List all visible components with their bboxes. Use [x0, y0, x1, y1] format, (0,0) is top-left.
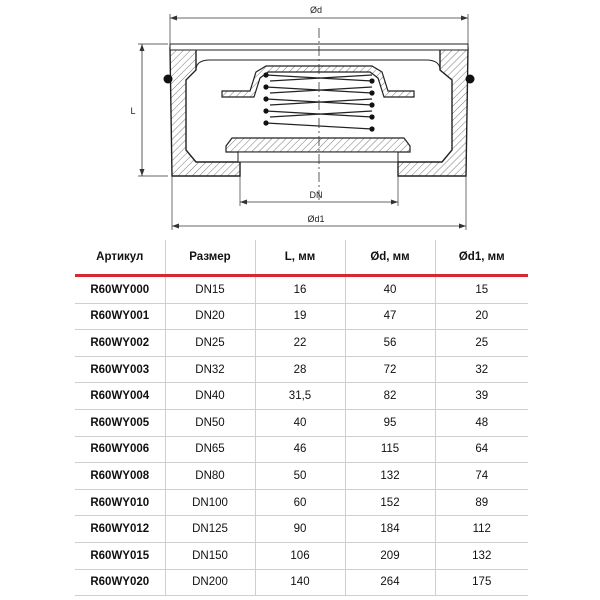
body-section-left: [170, 48, 240, 176]
cell-d: 56: [345, 330, 435, 357]
cell-article: R60WY005: [75, 409, 165, 436]
table-row: [75, 463, 528, 490]
cell-L: 106: [255, 542, 345, 569]
cell-d1: 74: [435, 463, 528, 490]
label-DN: DN: [309, 190, 323, 200]
cell-d: 184: [345, 516, 435, 543]
cell-L: 60: [255, 489, 345, 516]
table-row: [75, 383, 528, 410]
table-row: [75, 303, 528, 330]
cell-size: DN125: [165, 516, 255, 543]
cell-article: R60WY012: [75, 516, 165, 543]
cell-L: 16: [255, 276, 345, 304]
cell-L: 46: [255, 436, 345, 463]
cell-d1: 15: [435, 276, 528, 304]
cell-size: DN200: [165, 569, 255, 596]
cell-article: R60WY002: [75, 330, 165, 357]
valve-disc: [226, 138, 410, 152]
cell-article: R60WY008: [75, 463, 165, 490]
cell-d: 115: [345, 436, 435, 463]
cell-d1: 39: [435, 383, 528, 410]
seat: [238, 152, 398, 162]
table-row: [75, 542, 528, 569]
cell-size: DN50: [165, 409, 255, 436]
cell-L: 140: [255, 569, 345, 596]
table-row: [75, 276, 528, 304]
dimension-d: [170, 5, 468, 44]
cell-article: R60WY010: [75, 489, 165, 516]
cell-d: 132: [345, 463, 435, 490]
cell-size: DN15: [165, 276, 255, 304]
cell-d1: 25: [435, 330, 528, 357]
table-header-row: [75, 240, 528, 276]
table-body: [75, 276, 528, 596]
cell-size: DN150: [165, 542, 255, 569]
cell-size: DN100: [165, 489, 255, 516]
cell-d: 209: [345, 542, 435, 569]
table-row: [75, 489, 528, 516]
cell-d: 264: [345, 569, 435, 596]
label-d: Ød: [309, 5, 323, 15]
cell-d1: 132: [435, 542, 528, 569]
cell-d1: 112: [435, 516, 528, 543]
valve-section-drawing: [0, 0, 600, 234]
table-row: [75, 516, 528, 543]
cell-L: 28: [255, 356, 345, 383]
cell-d: 152: [345, 489, 435, 516]
cell-d1: 89: [435, 489, 528, 516]
cell-d1: 48: [435, 409, 528, 436]
cell-d: 72: [345, 356, 435, 383]
cell-L: 22: [255, 330, 345, 357]
cell-d: 82: [345, 383, 435, 410]
cell-size: DN25: [165, 330, 255, 357]
table-row: [75, 569, 528, 596]
cell-size: DN32: [165, 356, 255, 383]
header-article: Артикул: [75, 240, 165, 276]
spec-table: [75, 240, 528, 596]
label-d1: Ød1: [307, 214, 325, 224]
cell-article: R60WY015: [75, 542, 165, 569]
label-L: L: [130, 106, 136, 116]
cell-L: 90: [255, 516, 345, 543]
cell-d: 95: [345, 409, 435, 436]
cell-d: 40: [345, 276, 435, 304]
spring-guide: [222, 66, 414, 97]
table-row: [75, 356, 528, 383]
cell-size: DN80: [165, 463, 255, 490]
cell-article: R60WY003: [75, 356, 165, 383]
header-size: Размер: [165, 240, 255, 276]
cell-size: DN65: [165, 436, 255, 463]
table-row: [75, 409, 528, 436]
cell-d1: 175: [435, 569, 528, 596]
cell-article: R60WY000: [75, 276, 165, 304]
cell-d1: 32: [435, 356, 528, 383]
header-d1: Ød1, мм: [435, 240, 528, 276]
cell-L: 40: [255, 409, 345, 436]
cell-article: R60WY020: [75, 569, 165, 596]
cell-L: 50: [255, 463, 345, 490]
dimension-L: [130, 44, 168, 176]
cell-L: 19: [255, 303, 345, 330]
o-ring-right: [466, 75, 475, 84]
cell-article: R60WY004: [75, 383, 165, 410]
cell-size: DN20: [165, 303, 255, 330]
cell-d: 47: [345, 303, 435, 330]
dimension-d1: [172, 176, 466, 230]
table-row: [75, 330, 528, 357]
body-section-right: [398, 48, 468, 176]
table-row: [75, 436, 528, 463]
cell-d1: 64: [435, 436, 528, 463]
cell-L: 31,5: [255, 383, 345, 410]
cell-size: DN40: [165, 383, 255, 410]
header-d: Ød, мм: [345, 240, 435, 276]
cell-article: R60WY006: [75, 436, 165, 463]
cell-d1: 20: [435, 303, 528, 330]
cell-article: R60WY001: [75, 303, 165, 330]
header-L: L, мм: [255, 240, 345, 276]
o-ring-left: [164, 75, 173, 84]
